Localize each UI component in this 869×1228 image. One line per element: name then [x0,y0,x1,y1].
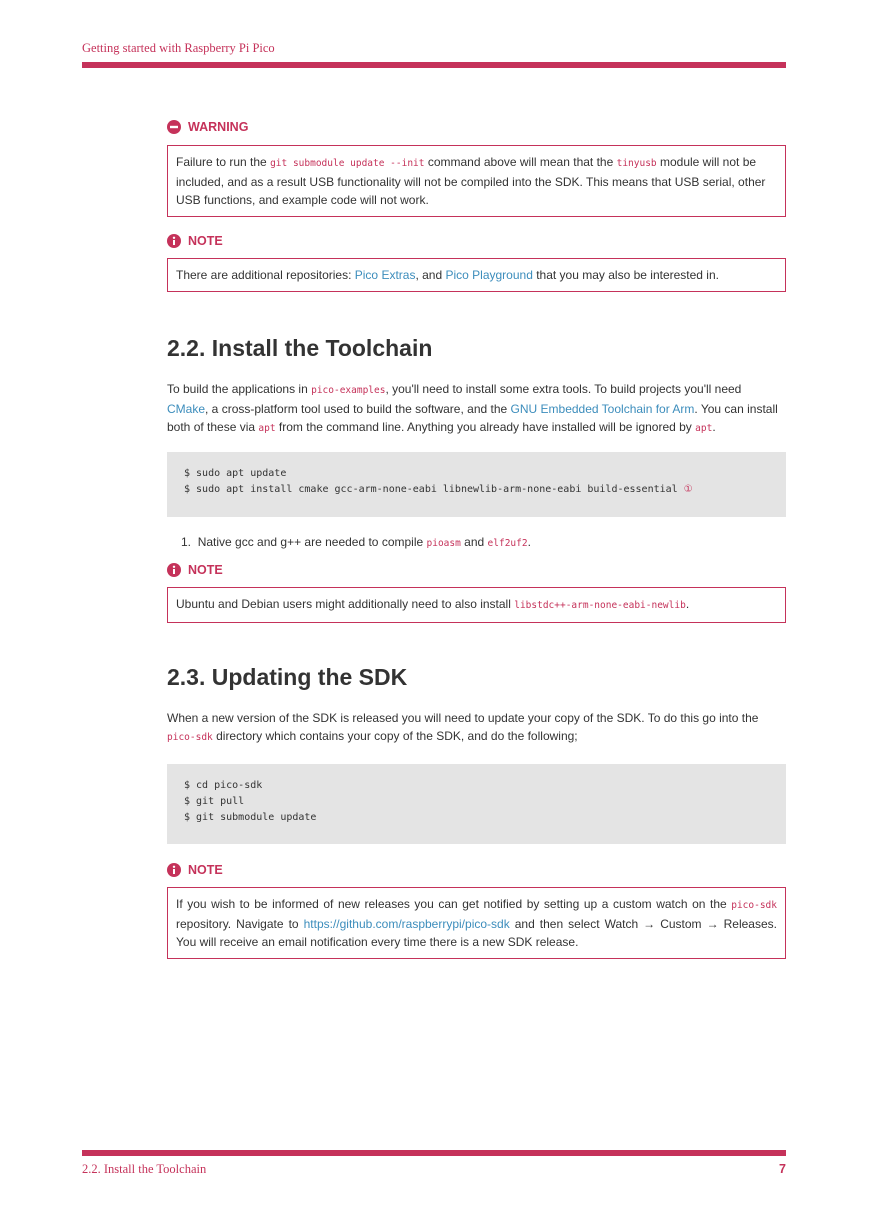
code-line: $ cd pico-sdk [184,780,263,791]
note-text: that you may also be interested in. [532,268,719,282]
warning-heading [167,118,248,136]
paragraph-text: . [712,420,716,434]
paragraph-text: from the command line. Anything you already have installed will be ignored by [275,420,696,434]
inline-code: pico-examples [311,385,386,396]
info-icon [167,563,181,577]
note-heading [167,861,223,879]
inline-code: libstdc++-arm-none-eabi-newlib [514,600,686,611]
list-text: . [527,535,531,549]
section-heading-toolchain: 2.2. Install the Toolchain [167,335,433,361]
toolchain-paragraph [167,380,786,438]
warning-text: command above will mean that the [424,155,617,169]
info-icon [167,863,181,877]
code-line-text: $ sudo apt install cmake gcc-arm-none-eabi libnewlib-arm-none-eabi build-essential [184,484,678,495]
paragraph-text: directory which contains your copy of the SDK, and do the following; [212,729,578,743]
code-line: $ git pull [184,796,245,807]
warning-text: module will not be included, and as a result USB functionality will not be compiled into the SDK. This means that USB serial, other USB functions, and example code will not work. [176,155,766,207]
note-text: Ubuntu and Debian users might additionally need to also install [176,597,515,611]
note-label: NOTE [188,863,223,877]
code-line: $ sudo apt update [184,468,287,479]
note-heading [167,561,223,579]
list-item [181,533,531,553]
paragraph-text: When a new version of the SDK is released you will need to update your copy of the SDK. To do this go into the [167,711,759,725]
footer-section-title: 2.2. Install the Toolchain [82,1162,207,1176]
pico-sdk-github-link[interactable]: https://github.com/raspberrypi/pico-sdk [303,917,510,931]
pico-extras-link[interactable]: Pico Extras [354,268,416,282]
note-text: and then select Watch → Custom → Releases. You will receive an email notification every time there is a new SDK release. [176,917,777,949]
inline-code: elf2uf2 [487,538,528,549]
code-block-git-update[interactable] [167,764,786,844]
section-heading-updating-sdk: 2.3. Updating the SDK [167,664,408,690]
note-box [167,258,786,292]
note-text: repository. Navigate to [176,917,304,931]
info-icon [167,234,181,248]
note-label: NOTE [188,234,223,248]
paragraph-text: , a cross-platform tool used to build the software, and the [205,402,511,416]
header-rule [82,62,786,68]
inline-code: apt [695,423,713,434]
note-box [167,887,786,959]
note-text: , and [415,268,446,282]
list-text: and [460,535,488,549]
inline-code: apt [258,423,276,434]
note-label: NOTE [188,563,223,577]
warning-minus-circle-icon [167,120,181,134]
page-header-title: Getting started with Raspberry Pi Pico [82,41,275,55]
code-line [184,482,769,498]
inline-code: pioasm [426,538,461,549]
inline-code: pico-sdk [167,732,213,743]
pico-playground-link[interactable]: Pico Playground [445,268,533,282]
note-box [167,587,786,623]
paragraph-text: . You can install both of these via [167,402,778,434]
note-text: There are additional repositories: [176,268,355,282]
note-text: . [685,597,690,611]
gnu-toolchain-link[interactable]: GNU Embedded Toolchain for Arm [510,402,695,416]
paragraph-text: To build the applications in [167,382,312,396]
code-block-apt-install[interactable] [167,452,786,517]
warning-label: WARNING [188,120,249,134]
list-number: 1. [181,535,192,549]
warning-box [167,145,786,217]
note-text: If you wish to be informed of new releases you can get notified by setting up a custom watch on the [176,897,732,911]
inline-code: pico-sdk [731,900,777,911]
page-number: 7 [779,1162,786,1176]
paragraph-text: , you'll need to install some extra tools. To build projects you'll need [385,382,742,396]
inline-code: tinyusb [616,158,657,169]
inline-code: git submodule update --init [270,158,425,169]
code-line: $ git submodule update [184,812,317,823]
callout-marker: ① [683,484,693,495]
cmake-link[interactable]: CMake [167,402,206,416]
list-text: Native gcc and g++ are needed to compile [197,535,427,549]
note-heading [167,232,223,250]
warning-text: Failure to run the [176,155,271,169]
footer-rule [82,1150,786,1156]
update-paragraph [167,709,786,747]
